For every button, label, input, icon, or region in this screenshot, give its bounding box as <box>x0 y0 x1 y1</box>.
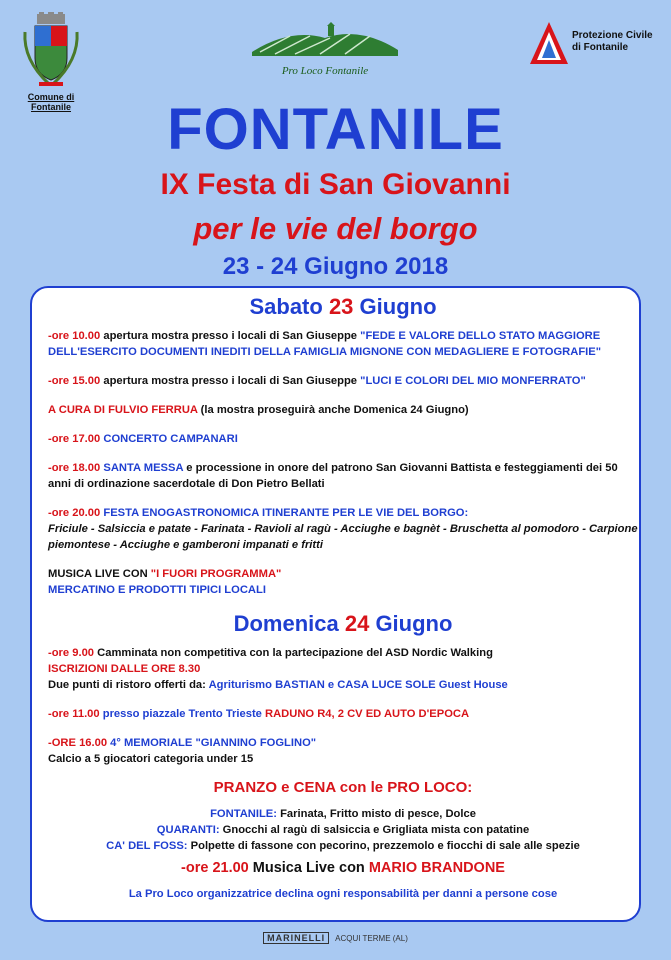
comune-label: Comune di Fontanile <box>27 92 75 112</box>
tagline: per le vie del borgo <box>193 211 478 246</box>
pranzo-heading: PRANZO e CENA con le PRO LOCO: <box>213 779 473 796</box>
coat-of-arms-icon <box>21 12 81 90</box>
protezione-label-line1: Protezione Civile <box>572 30 653 41</box>
event-sabato-6: -ore 20.00 FESTA ENOGASTRONOMICA ITINERANTE PER LE VIE DEL BORGO: Friciule - Salsiccia e patate - Farinata - Ravioli al ragù - Acciughe e bagnèt - Bruschetta al pomodoro - Carpione piemontese - Acciughe e gamberoni impanati e fritti <box>48 507 638 551</box>
menu-fontanile: FONTANILE: Farinata, Fritto misto di pesce, Dolce <box>210 808 476 820</box>
event-sabato-7: MUSICA LIVE CON "I FUORI PROGRAMMA" MERCATINO E PRODOTTI TIPICI LOCALI <box>48 568 282 596</box>
menu-list: Friciule - Salsiccia e patate - Farinata - Ravioli al ragù - Acciughe e bagnèt - Bruschetta al pomodoro - Carpione piemontese - Acciughe e gamberoni impanati e fritti <box>48 523 638 551</box>
event-sabato-5: -ore 18.00 SANTA MESSA e processione in onore del patrono San Giovanni Battista e festeggiamenti dei 50 anni di ordinazione sacerdotale di Don Pietro Bellati <box>48 462 618 490</box>
sabato-heading: Sabato 23 Giugno <box>249 294 437 319</box>
event-sabato-1: -ore 10.00 apertura mostra presso i locali di San Giuseppe "FEDE E VALORE DELLO STATO MAGGIORE DELL'ESERCITO DOCUMENTI INEDITI DELLA FAMIGLIA MIGNONE CON MEDAGLIERE E FOTOGRAFIE" <box>48 330 602 358</box>
protezione-civile-logo <box>528 20 663 73</box>
protezione-label-line2: di Fontanile <box>572 42 629 53</box>
disclaimer: La Pro Loco organizzatrice declina ogni responsabilità per danni a persone cose <box>128 888 558 900</box>
event-sabato-3: A CURA DI FULVIO FERRUA (la mostra proseguirà anche Domenica 24 Giugno) <box>48 404 469 416</box>
printer-brand: MARINELLI <box>263 932 329 944</box>
pro-loco-hills-logo <box>250 22 400 60</box>
live-music: -ore 21.00 Musica Live con MARIO BRANDONE <box>181 860 505 876</box>
festa-title: IX Festa di San Giovanni <box>160 168 511 201</box>
pro-loco-label: Pro Loco Fontanile <box>281 65 369 77</box>
event-sabato-2: -ore 15.00 apertura mostra presso i locali di San Giuseppe "LUCI E COLORI DEL MIO MONFERRATO" <box>48 375 586 387</box>
event-domenica-2: -ore 11.00 presso piazzale Trento Trieste RADUNO R4, 2 CV ED AUTO D'EPOCA <box>48 708 470 720</box>
domenica-heading: Domenica 24 Giugno <box>233 611 453 636</box>
menu-quaranti: QUARANTI: Gnocchi al ragù di salsiccia e Grigliata mista con patatine <box>156 824 530 836</box>
protezione-civile-icon <box>528 20 570 68</box>
program-content <box>48 290 638 902</box>
event-dates: 23 - 24 Giugno 2018 <box>222 253 449 280</box>
event-domenica-3: -ORE 16.00 4° MEMORIALE "GIANNINO FOGLINO" Calcio a 5 giocatori categoria under 15 <box>48 737 317 765</box>
event-domenica-1: -ore 9.00 Camminata non competitiva con la partecipazione del ASD Nordic Walking ISCRIZIONI DALLE ORE 8.30 Due punti di ristoro offerti da: Agriturismo BASTIAN e CASA LUCE SOLE Guest House <box>48 647 508 691</box>
menu-ca-del-foss: CA' DEL FOSS: Polpette di fassone con pecorino, prezzemolo e fiocchi di sale alle spezie <box>106 840 580 852</box>
town-title: FONTANILE <box>167 97 504 162</box>
printer-footer <box>0 933 671 943</box>
pro-loco-logo <box>250 22 400 77</box>
event-sabato-4: -ore 17.00 CONCERTO CAMPANARI <box>48 433 238 445</box>
printer-city: ACQUI TERME (AL) <box>335 934 408 943</box>
